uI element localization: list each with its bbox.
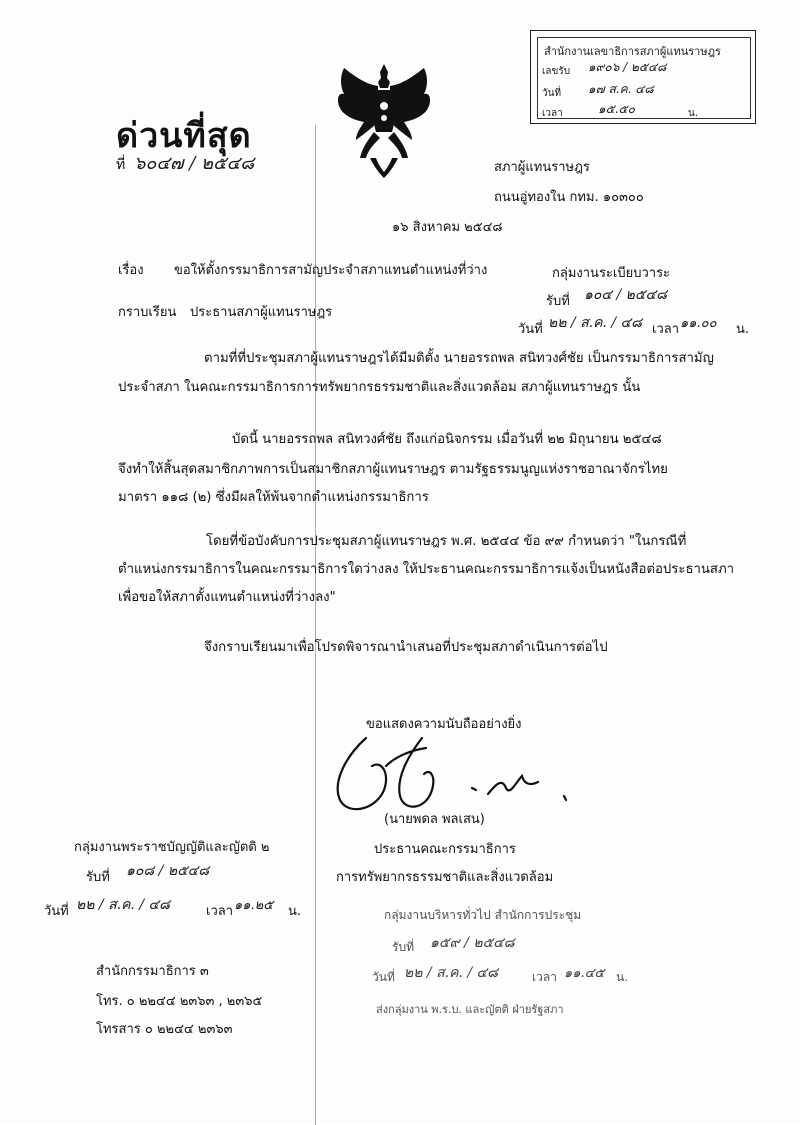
stamp-legal-time-value: ๑๑.๒๕	[234, 898, 274, 913]
addressee-label: กราบเรียน	[118, 305, 177, 320]
stamp-general-date-label: วันที่	[372, 970, 395, 984]
signer-title-1: ประธานคณะกรรมาธิการ	[374, 842, 516, 857]
garuda-emblem-icon	[334, 62, 434, 180]
receipt-time-unit: น.	[688, 108, 699, 119]
stamp-general-time-label: เวลา	[532, 970, 557, 984]
stamp-registration-time-unit: น.	[736, 322, 750, 337]
doc-no-value: ๖๐๔๗ / ๒๕๔๘	[134, 153, 255, 174]
sender-office: สภาผู้แทนราษฎร	[494, 160, 590, 175]
stamp-legal-time-label: เวลา	[206, 904, 234, 919]
body-p2-line3: มาตรา ๑๑๘ (๒) ซึ่งมีผลให้พ้นจากตำแหน่งกรรมาธิการ	[118, 490, 429, 505]
doc-no-label: ที่	[116, 157, 126, 173]
receipt-date-label: วันที่	[542, 88, 562, 99]
stamp-registration-date-value: ๒๒ / ส.ค. / ๔๘	[548, 315, 642, 331]
body-p3-line2: ตำแหน่งกรรมาธิการในคณะกรรมาธิการใดว่างลง ให้ประธานคณะกรรมาธิการแจ้งเป็นหนังสือต่อประธานสภา	[118, 562, 735, 577]
stamp-registration-date-label: วันที่	[518, 322, 543, 337]
receipt-date-value: ๑๗ ส.ค. ๔๘	[588, 82, 654, 96]
stamp-registration-receive-value: ๑๐๔ / ๒๕๔๘	[584, 287, 667, 303]
footer-fax: โทรสาร ๐ ๒๒๔๔ ๒๓๖๓	[96, 1022, 233, 1037]
signer-title-2: การทรัพยากรธรรมชาติและสิ่งแวดล้อม	[336, 870, 554, 885]
addressee-text: ประธานสภาผู้แทนราษฎร	[190, 305, 333, 320]
stamp-general-time-unit: น.	[616, 970, 629, 984]
receipt-time-value: ๑๕.๕๐	[598, 102, 635, 116]
footer-office: สำนักกรรมาธิการ ๓	[96, 964, 209, 979]
body-p4-line1: จึงกราบเรียนมาเพื่อโปรดพิจารณานำเสนอที่ประชุมสภาดำเนินการต่อไป	[204, 640, 608, 655]
body-p3-line1: โดยที่ข้อบังคับการประชุมสภาผู้แทนราษฎร พ.ศ. ๒๕๔๔ ข้อ ๙๙ กำหนดว่า "ในกรณีที่	[206, 534, 687, 549]
stamp-legal-receive-label: รับที่	[86, 870, 110, 885]
receipt-office: สำนักงานเลขาธิการสภาผู้แทนราษฎร	[544, 45, 721, 58]
body-p1-line1: ตามที่ที่ประชุมสภาผู้แทนราษฎรได้มีมติตั้ง นายอรรถพล สนิทวงศ์ชัย เป็นกรรมาธิการสามัญ	[204, 351, 714, 366]
receipt-stamp-inner	[537, 37, 751, 119]
stamp-general-receive-value: ๑๕๙ / ๒๕๔๘	[430, 935, 515, 951]
urgency-heading: ด่วนที่สุด	[116, 116, 252, 156]
receipt-receive-value: ๑๙๐๖ / ๒๕๔๘	[588, 60, 667, 74]
stamp-general-date-value: ๒๒ / ส.ค. / ๔๘	[404, 965, 498, 981]
stamp-general-assignee: ส่งกลุ่มงาน พ.ร.บ. และญัตติ ฝ่ายรัฐสภา	[376, 1003, 564, 1016]
signer-name: (นายพดล พลเสน)	[384, 812, 485, 827]
stamp-legal-date-label: วันที่	[44, 904, 69, 919]
stamp-legal-receive-value: ๑๐๘ / ๒๕๔๘	[126, 863, 210, 879]
body-p2-line2: จึงทำให้สิ้นสุดสมาชิกภาพการเป็นสมาชิกสภาผู้แทนราษฎร ตามรัฐธรรมนูญแห่งราชอาณาจักรไทย	[118, 462, 668, 477]
stamp-registration-time-value: ๑๑.๐๐	[680, 316, 717, 331]
receipt-stamp-box	[530, 30, 756, 124]
subject-label: เรื่อง	[118, 263, 144, 278]
closing-salutation: ขอแสดงความนับถืออย่างยิ่ง	[366, 717, 522, 732]
stamp-registration-time-label: เวลา	[652, 322, 680, 337]
footer-tel: โทร. ๐ ๒๒๔๔ ๒๓๖๓ , ๒๓๖๕	[96, 994, 263, 1009]
stamp-registration-receive-label: รับที่	[546, 294, 570, 309]
stamp-legal-time-unit: น.	[288, 904, 302, 919]
subject-text: ขอให้ตั้งกรรมาธิการสามัญประจำสภาแทนตำแหน่งที่ว่าง	[174, 263, 488, 278]
body-p2-line1: บัดนี้ นายอรรถพล สนิทวงศ์ชัย ถึงแก่อนิจกรรม เมื่อวันที่ ๒๒ มิถุนายน ๒๕๔๘	[232, 432, 662, 447]
stamp-legal-group: กลุ่มงานพระราชบัญญัติและญัตติ ๒	[74, 840, 270, 855]
body-p1-line2: ประจำสภา ในคณะกรรมาธิการการทรัพยากรธรรมชาติและสิ่งแวดล้อม สภาผู้แทนราษฎร นั้น	[118, 380, 641, 395]
letter-date: ๑๖ สิงหาคม ๒๕๔๘	[392, 220, 503, 235]
stamp-registration-group: กลุ่มงานระเบียบวาระ	[552, 266, 671, 281]
stamp-general-time-value: ๑๑.๔๕	[564, 966, 605, 981]
receipt-receive-label: เลขรับ	[542, 66, 571, 77]
body-p3-line3: เพื่อขอให้สภาตั้งแทนตำแหน่งที่ว่างลง"	[118, 590, 336, 605]
receipt-time-label: เวลา	[542, 108, 563, 119]
stamp-general-group: กลุ่มงานบริหารทั่วไป สำนักการประชุม	[384, 908, 582, 922]
stamp-legal-date-value: ๒๒ / ส.ค. / ๔๘	[76, 897, 170, 913]
sender-address: ถนนอู่ทองใน กทม. ๑๐๓๐๐	[494, 190, 644, 205]
stamp-general-receive-label: รับที่	[392, 940, 414, 954]
